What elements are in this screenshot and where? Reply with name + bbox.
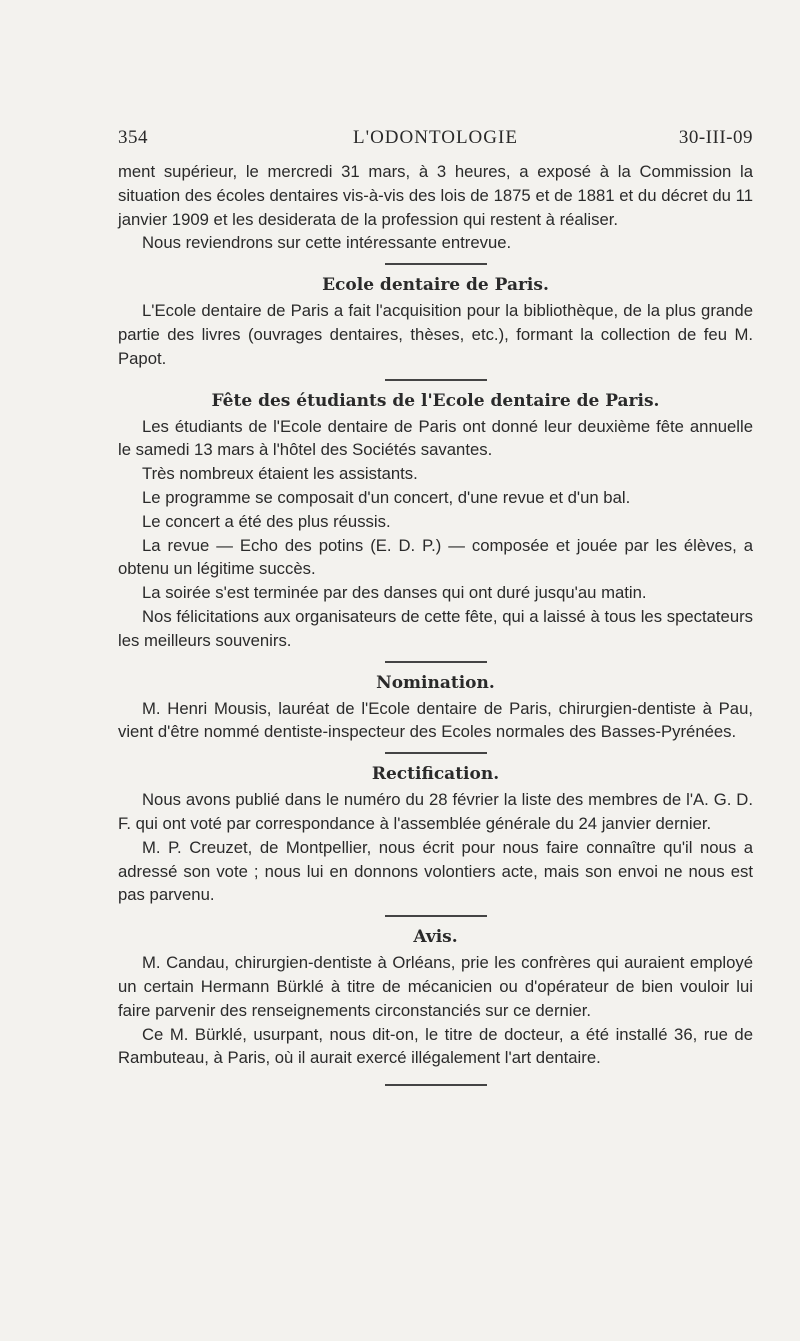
section-divider bbox=[385, 661, 487, 663]
section-heading: Ecole dentaire de Paris. bbox=[322, 275, 549, 296]
paragraph: M. Candau, chirurgien-dentiste à Orléans, prie les confrères qui auraient employé un certain Hermann Bürklé à titre de mécanicien ou d'opérateur de bien vouloir lui faire parvenir des renseignements circonstanciés sur ce dernier. bbox=[118, 953, 753, 1020]
section-heading: Rectification. bbox=[371, 764, 500, 785]
paragraph: Nous reviendrons sur cette intéressante entrevue. bbox=[142, 233, 512, 253]
paragraph: ment supérieur, le mercredi 31 mars, à 3 heures, a exposé à la Commission la situation des écoles dentaires vis-à-vis des lois de 1875 et de 1881 et du décret du 11 janvier 1909 et les desiderata de la profession qui restent à réaliser. bbox=[118, 162, 753, 229]
paragraph: Le concert a été des plus réussis. bbox=[142, 511, 391, 531]
section-divider bbox=[385, 752, 487, 754]
section-heading: Nomination. bbox=[376, 672, 495, 693]
page-number: 354 bbox=[118, 127, 148, 148]
issue-date: 30-III-09 bbox=[678, 127, 753, 148]
paragraph: Nos félicitations aux organisateurs de cette fête, qui a laissé à tous les spectateurs les meilleurs souvenirs. bbox=[118, 606, 753, 650]
running-header bbox=[118, 127, 753, 153]
closing-divider bbox=[385, 1084, 487, 1086]
section-divider bbox=[385, 379, 487, 381]
paragraph: Le programme se composait d'un concert, d'une revue et d'un bal. bbox=[142, 487, 631, 507]
section-divider bbox=[385, 915, 487, 917]
paragraph: Très nombreux étaient les assistants. bbox=[142, 464, 418, 484]
paragraph: Ce M. Bürklé, usurpant, nous dit-on, le titre de docteur, a été installé 36, rue de Rambuteau, à Paris, où il aurait exercé illégalement l'art dentaire. bbox=[118, 1024, 753, 1068]
section-heading: Avis. bbox=[413, 927, 458, 948]
paragraph: L'Ecole dentaire de Paris a fait l'acquisition pour la bibliothèque, de la plus grande partie des livres (ouvrages dentaires, thèses, etc.), formant la collection de feu M. Papot. bbox=[118, 301, 753, 368]
paragraph: Les étudiants de l'Ecole dentaire de Paris ont donné leur deuxième fête annuelle le samedi 13 mars à l'hôtel des Sociétés savantes. bbox=[118, 416, 753, 460]
paragraph: La soirée s'est terminée par des danses qui ont duré jusqu'au matin. bbox=[142, 583, 647, 603]
section-heading: Fête des étudiants de l'Ecole dentaire de Paris. bbox=[211, 390, 660, 411]
paragraph: La revue — Echo des potins (E. D. P.) — composée et jouée par les élèves, a obtenu un légitime succès. bbox=[118, 535, 753, 579]
journal-title: L'ODONTOLOGIE bbox=[353, 127, 518, 148]
paragraph: M. P. Creuzet, de Montpellier, nous écrit pour nous faire connaître qu'il nous a adressé son vote ; nous lui en donnons volontiers acte, mais son envoi ne nous est pas parvenu. bbox=[118, 837, 753, 905]
section-divider bbox=[385, 263, 487, 265]
paragraph: M. Henri Mousis, lauréat de l'Ecole dentaire de Paris, chirurgien-dentiste à Pau, vient d'être nommé dentiste-inspecteur des Ecoles normales des Basses-Pyrénées. bbox=[118, 698, 753, 742]
paragraph: Nous avons publié dans le numéro du 28 février la liste des membres de l'A. G. D. F. qui ont voté par correspondance à l'assemblée générale du 24 janvier dernier. bbox=[118, 790, 753, 833]
article-body bbox=[118, 160, 753, 1086]
